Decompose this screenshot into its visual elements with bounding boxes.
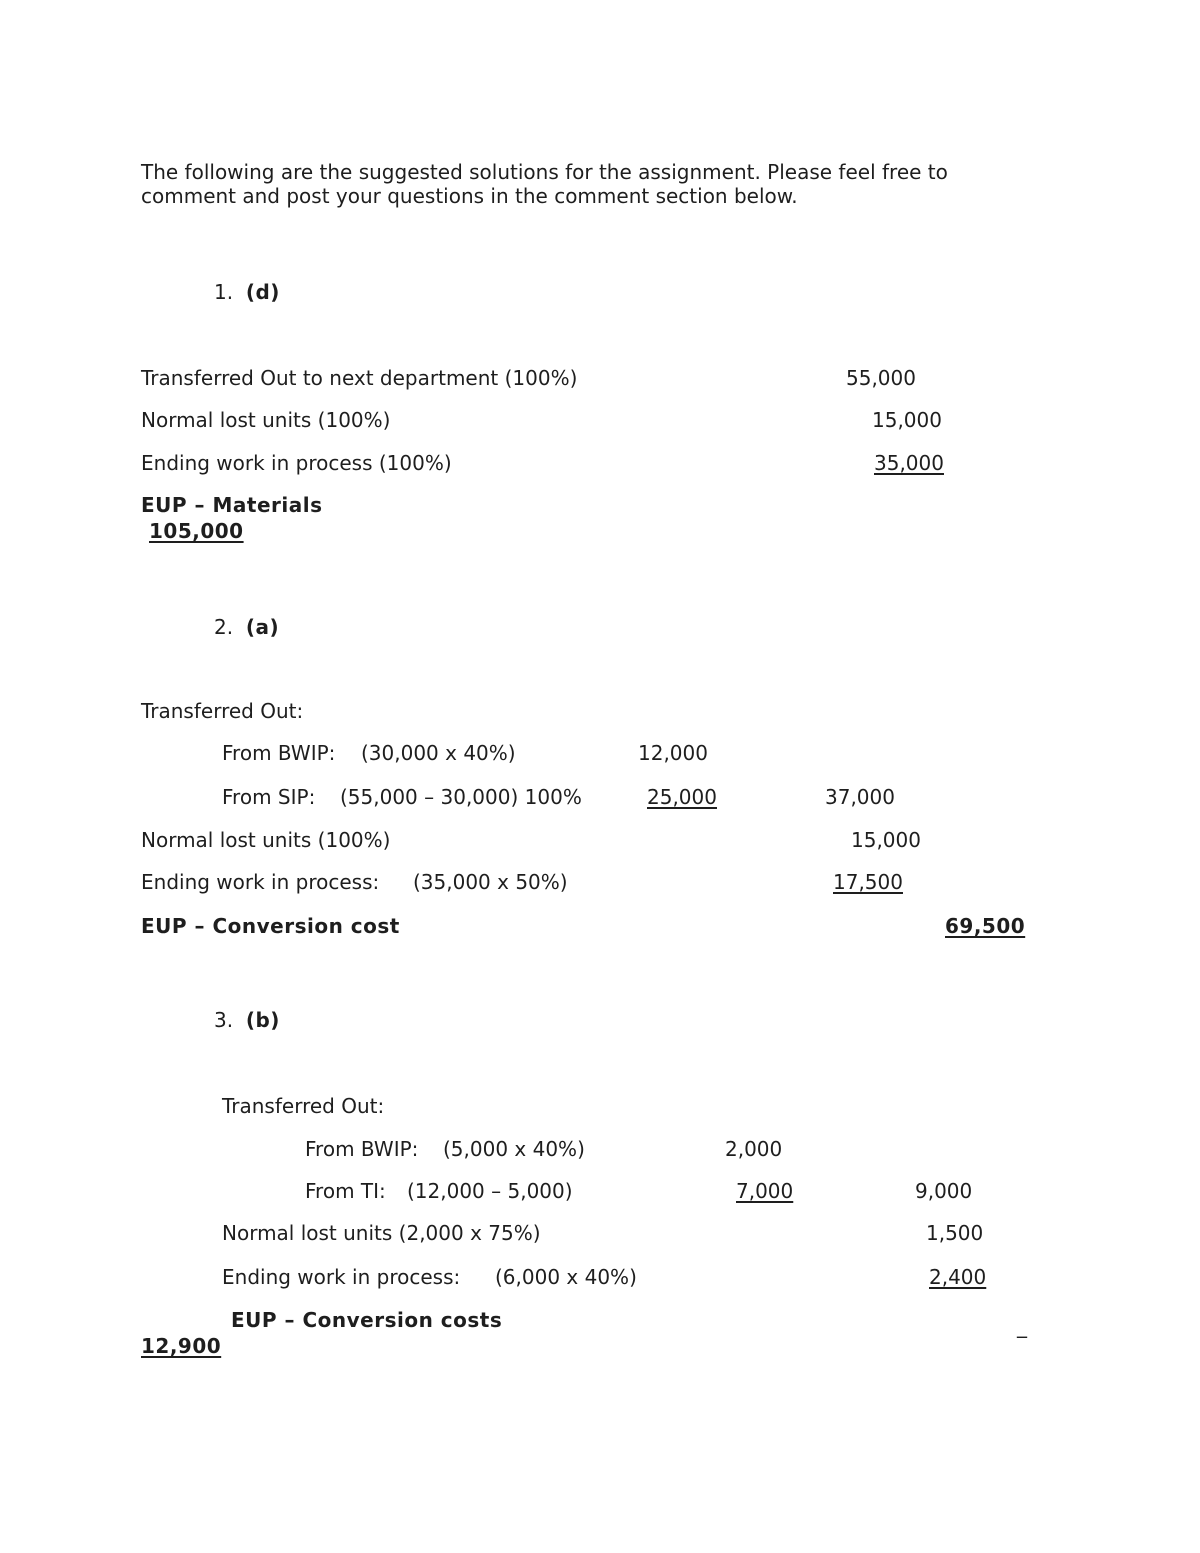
q3-heading (214, 1008, 280, 1032)
q1-heading (214, 280, 280, 304)
q1-total-label: EUP – Materials (141, 493, 323, 517)
q1-row-lost-label: Normal lost units (100%) (141, 408, 391, 432)
q3-ewip-calc: (6,000 x 40%) (495, 1265, 637, 1289)
q1-row-ewip-label: Ending work in process (100%) (141, 451, 452, 475)
q3-total-dash: _ (1017, 1314, 1027, 1338)
q1-total-value: 105,000 (149, 519, 244, 543)
q2-bwip-calc: (30,000 x 40%) (361, 741, 516, 765)
q2-ewip-label: Ending work in process: (141, 870, 380, 894)
q1-answer: (d) (245, 280, 280, 304)
q3-ti-calc: (12,000 – 5,000) (407, 1179, 573, 1203)
intro-paragraph: The following are the suggested solutions for the assignment. Please feel free to comment and post your questions in the comment section below. (141, 160, 948, 208)
q2-answer: (a) (245, 615, 280, 639)
q2-bwip-value: 12,000 (638, 741, 708, 765)
q3-lost-label: Normal lost units (2,000 x 75%) (222, 1221, 541, 1245)
q1-row-transferred-label: Transferred Out to next department (100%) (141, 366, 578, 390)
q2-total-label: EUP – Conversion cost (141, 914, 400, 938)
q1-number: 1. (214, 280, 234, 304)
q3-bwip-value: 2,000 (725, 1137, 783, 1161)
q1-row-ewip-value: 35,000 (874, 451, 944, 475)
q3-bwip-calc: (5,000 x 40%) (443, 1137, 585, 1161)
q2-ewip-value: 17,500 (833, 870, 903, 894)
q3-ewip-label: Ending work in process: (222, 1265, 461, 1289)
q2-transferred-total: 37,000 (825, 785, 895, 809)
q2-heading (214, 615, 279, 639)
q3-total-label: EUP – Conversion costs (231, 1308, 503, 1332)
q3-ewip-value: 2,400 (929, 1265, 987, 1289)
q3-ti-label: From TI: (305, 1179, 386, 1203)
q3-number: 3. (214, 1008, 234, 1032)
q2-sip-calc: (55,000 – 30,000) 100% (340, 785, 582, 809)
q2-lost-value: 15,000 (851, 828, 921, 852)
q1-row-lost-value: 15,000 (872, 408, 942, 432)
q2-ewip-calc: (35,000 x 50%) (413, 870, 568, 894)
q2-sip-value: 25,000 (647, 785, 717, 809)
q3-bwip-label: From BWIP: (305, 1137, 419, 1161)
q3-lost-value: 1,500 (926, 1221, 984, 1245)
q2-lost-label: Normal lost units (100%) (141, 828, 391, 852)
q1-row-transferred-value: 55,000 (846, 366, 916, 390)
q3-ti-value: 7,000 (736, 1179, 794, 1203)
q3-total-value: 12,900 (141, 1334, 222, 1358)
q2-sip-label: From SIP: (222, 785, 316, 809)
q3-transferred-label: Transferred Out: (222, 1094, 385, 1118)
q2-bwip-label: From BWIP: (222, 741, 336, 765)
q2-number: 2. (214, 615, 234, 639)
q3-answer: (b) (245, 1008, 280, 1032)
q2-total-value: 69,500 (945, 914, 1026, 938)
q2-transferred-label: Transferred Out: (141, 699, 304, 723)
q3-transferred-total: 9,000 (915, 1179, 973, 1203)
